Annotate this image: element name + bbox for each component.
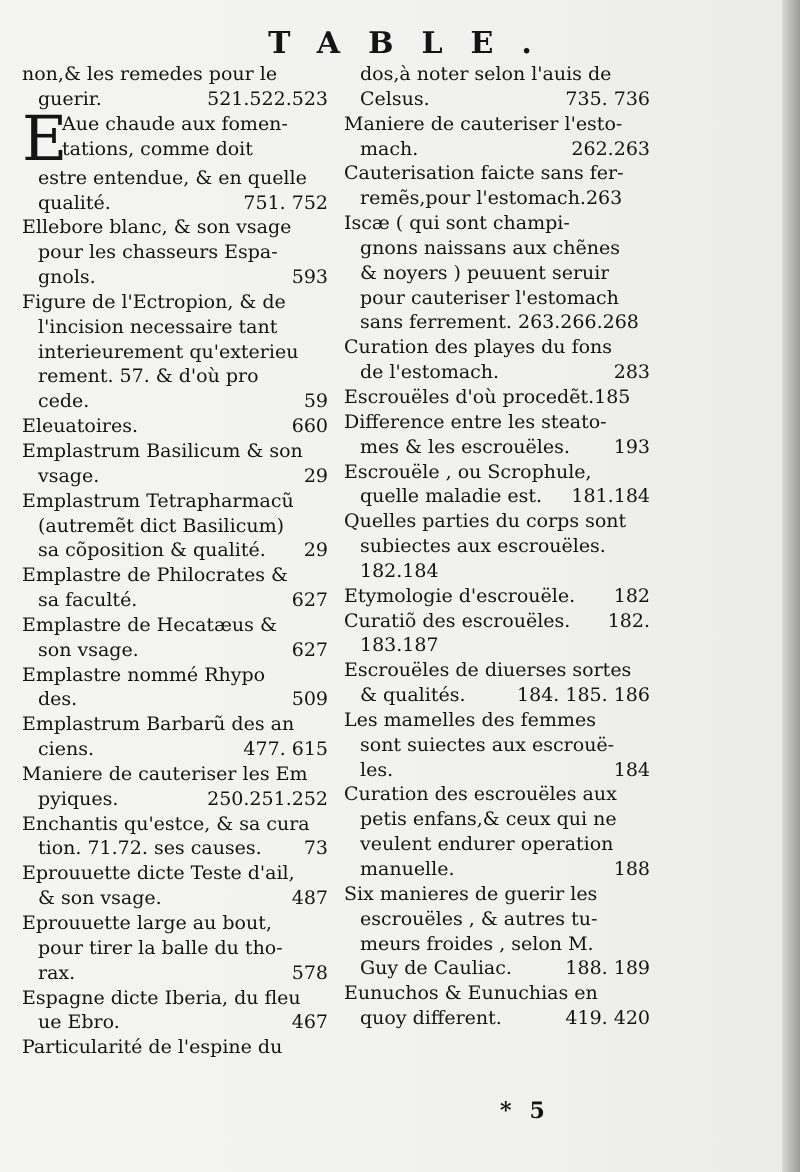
page-reference: 193 [613, 435, 650, 458]
index-entry-line [344, 236, 650, 261]
page-reference: 182. [607, 609, 650, 632]
entry-text: Emplastre de Philocrates & [22, 564, 288, 587]
entry-text: gnons naissans aux chẽnes [360, 236, 621, 259]
page-reference: 283 [613, 361, 650, 384]
entry-text: vsage. [38, 464, 100, 487]
index-entry-line [22, 886, 328, 911]
entry-text: pyiques. [38, 787, 119, 810]
index-entry-line [344, 633, 650, 658]
entry-text: estre entendue, & en quelle [38, 166, 307, 189]
page-reference: 184. 185. 186 [517, 684, 650, 707]
page-reference: 593 [291, 266, 328, 289]
index-entry-line [344, 360, 650, 385]
index-entry-line [344, 658, 650, 683]
index-entry-line [344, 186, 650, 211]
signature-mark: 5 [529, 1098, 545, 1124]
right-column [344, 62, 650, 1031]
page-reference: 188. 189 [565, 957, 650, 980]
index-entry-line [344, 410, 650, 435]
index-entry-line [22, 961, 328, 986]
entry-text: Emplastrum Barbarũ des an [22, 713, 295, 736]
entry-text: mach. [360, 137, 419, 160]
index-entry-line [344, 137, 650, 162]
page-footer [500, 1098, 580, 1124]
index-entry-line [344, 261, 650, 286]
index-entry-line [22, 265, 328, 290]
entry-text: tion. 71.72. ses causes. [38, 837, 262, 860]
entry-text: 182.184 [360, 559, 439, 582]
page-reference: 477. 615 [243, 738, 328, 761]
entry-text: Ellebore blanc, & son vsage [22, 216, 292, 239]
entry-text: Etymologie d'escrouële. [344, 584, 576, 607]
index-entry-line [344, 733, 650, 758]
index-entry-line [344, 435, 650, 460]
index-entry-line [22, 489, 328, 514]
index-entry-line [344, 807, 650, 832]
index-entry-line [344, 534, 650, 559]
entry-text: 183.187 [360, 634, 439, 657]
page-reference: 487 [291, 887, 328, 910]
index-entry-line [344, 335, 650, 360]
index-entry-line [344, 609, 650, 634]
entry-text: pour les chasseurs Espa- [38, 241, 278, 264]
entry-text: Guy de Cauliac. [360, 957, 512, 980]
left-column [22, 62, 328, 1060]
index-entry-line [62, 137, 328, 162]
entry-text: Celsus. [360, 87, 430, 110]
entry-text: son vsage. [38, 638, 139, 661]
entry-text: des. [38, 688, 78, 711]
index-entry-line [344, 509, 650, 534]
entry-text: & noyers ) peuuent seruir [360, 261, 610, 284]
index-entry-line [22, 737, 328, 762]
index-entry-line [344, 683, 650, 708]
page-reference: 29 [303, 539, 328, 562]
entry-text: remẽs,pour l'estomach.263 [360, 187, 623, 210]
entry-text: Espagne dicte Iberia, du fleu [22, 986, 301, 1009]
entry-text: Escrouëles d'où procedẽt.185 [344, 385, 631, 408]
right-entries [344, 62, 650, 1031]
left-entries [22, 166, 328, 1060]
index-entry-line [22, 364, 328, 389]
index-entry-line [22, 240, 328, 265]
entry-text: Maniere de cauteriser l'esto- [344, 112, 623, 135]
entry-text: sa faculté. [38, 589, 138, 612]
entry-text: de l'estomach. [360, 361, 500, 384]
entry-text: les. [360, 758, 394, 781]
index-entry-line [344, 112, 650, 137]
index-entry-line [22, 1035, 328, 1060]
index-entry-line [344, 907, 650, 932]
entry-text: Emplastre nommé Rhypo [22, 663, 266, 686]
entry-text: & son vsage. [38, 887, 162, 910]
index-entry-line [344, 460, 650, 485]
index-entry-line [344, 956, 650, 981]
index-entry-line [344, 1006, 650, 1031]
index-entry-line [344, 87, 650, 112]
index-entry-line [22, 315, 328, 340]
entry-text: Eprouuette dicte Teste d'ail, [22, 862, 295, 885]
page-reference: 467 [291, 1011, 328, 1034]
index-entry-line [344, 832, 650, 857]
page-reference: 509 [291, 688, 328, 711]
index-entry-line [344, 161, 650, 186]
index-entry-line [22, 290, 328, 315]
index-entry-line [22, 638, 328, 663]
entry-text: Escrouëles de diuerses sortes [344, 659, 632, 682]
entry-text: petis enfans,& ceux qui ne [360, 808, 617, 831]
entry-text: Enchantis qu'estce, & sa cura [22, 812, 310, 835]
index-entry-line [22, 663, 328, 688]
entry-text: Emplastrum Tetrapharmacũ [22, 489, 294, 512]
entry-text: Difference entre les steato- [344, 410, 607, 433]
page-reference: 29 [303, 464, 328, 487]
entry-text: escrouëles , & autres tu- [360, 907, 598, 930]
index-entry-line [22, 538, 328, 563]
index-entry-line [344, 211, 650, 236]
page-reference: 59 [303, 390, 328, 413]
entry-text: Maniere de cauteriser les Em [22, 762, 308, 785]
page-reference: 181.184 [571, 485, 650, 508]
index-entry-line [22, 563, 328, 588]
page-reference: 660 [291, 415, 328, 438]
entry-text: qualité. [38, 191, 111, 214]
entry-text: quelle maladie est. [360, 485, 543, 508]
entry-text: non,& les remedes pour le [22, 63, 278, 85]
entry-text: rement. 57. & d'où pro [38, 365, 259, 388]
entry-text: rax. [38, 961, 76, 984]
entry-text: dos,à noter selon l'auis de [360, 63, 612, 85]
left-top-entries [22, 62, 328, 112]
entry-text: interieurement qu'exterieu [38, 340, 299, 363]
page-reference: 735. 736 [565, 87, 650, 110]
page-reference: 578 [291, 961, 328, 984]
page-reference: 627 [291, 638, 328, 661]
index-entry-line [344, 385, 650, 410]
index-entry-line [22, 861, 328, 886]
page-reference: 188 [613, 858, 650, 880]
index-entry-line [22, 1010, 328, 1035]
entry-text: ue Ebro. [38, 1011, 120, 1034]
entry-text: Particularité de l'espine du [22, 1036, 283, 1059]
entry-text: quoy different. [360, 1007, 502, 1030]
index-entry-line [344, 708, 650, 733]
entry-text: manuelle. [360, 858, 455, 880]
index-entry-line [22, 514, 328, 539]
page-reference: 182 [613, 584, 650, 607]
page-reference: 419. 420 [565, 1007, 650, 1030]
index-entry-line [22, 166, 328, 191]
entry-text: Curatiõ des escrouëles. [344, 609, 571, 632]
entry-text: tations, comme doit [62, 137, 253, 160]
entry-text: Eprouuette large au bout, [22, 912, 272, 934]
dropcap-lines [22, 112, 328, 162]
index-entry-line [344, 932, 650, 957]
index-entry-line [22, 836, 328, 861]
entry-text: pour cauteriser l'estomach [360, 286, 619, 309]
page-reference: 521.522.523 [207, 87, 328, 110]
entry-text: sa cõposition & qualité. [38, 539, 266, 562]
page-reference: 184 [613, 758, 650, 781]
index-entry-line [22, 87, 328, 112]
entry-text: gnols. [38, 266, 96, 289]
page-gutter-shadow [782, 0, 800, 1172]
index-entry-line [22, 439, 328, 464]
entry-text: cede. [38, 390, 90, 413]
index-entry-line [22, 464, 328, 489]
page-header: TABLE. [268, 26, 560, 61]
index-entry-line [22, 414, 328, 439]
index-entry-line [22, 613, 328, 638]
entry-text: l'incision necessaire tant [38, 315, 278, 338]
entry-text: sans ferrement. 263.266.268 [360, 311, 639, 334]
page-reference: 751. 752 [243, 191, 328, 214]
entry-text: subiectes aux escrouëles. [360, 535, 606, 558]
entry-text: Six manieres de guerir les [344, 882, 598, 905]
index-entry-line [22, 712, 328, 737]
index-entry-line [22, 191, 328, 216]
footer-asterisk: * [500, 1098, 512, 1124]
entry-text: Figure de l'Ectropion, & de [22, 290, 286, 313]
index-entry-line [344, 559, 650, 584]
index-entry-line [22, 687, 328, 712]
entry-text: Curation des playes du fons [344, 336, 613, 359]
entry-text: Les mamelles des femmes [344, 708, 596, 731]
page-reference: 73 [303, 837, 328, 860]
page-reference: 262.263 [571, 137, 650, 160]
index-entry-line [344, 484, 650, 509]
index-entry-line [22, 762, 328, 787]
entry-text: Emplastrum Basilicum & son [22, 439, 303, 462]
index-entry-line [22, 787, 328, 812]
entry-text: Cauterisation faicte sans fer- [344, 162, 624, 185]
entry-text: Escrouële , ou Scrophule, [344, 460, 592, 483]
page-reference: 250.251.252 [207, 787, 328, 810]
entry-text: mes & les escrouëles. [360, 435, 570, 458]
index-entry-line [22, 215, 328, 240]
dropcap-entry [22, 112, 328, 166]
page-reference: 627 [291, 589, 328, 612]
entry-text: ciens. [38, 738, 94, 761]
index-entry-line [344, 286, 650, 311]
entry-text: Emplastre de Hecatæus & [22, 613, 277, 636]
entry-text: pour tirer la balle du tho- [38, 936, 283, 959]
entry-text: sont suiectes aux escrouë- [360, 733, 615, 756]
index-entry-line [22, 911, 328, 936]
entry-text: (autremẽt dict Basilicum) [38, 514, 285, 537]
index-entry-line [22, 986, 328, 1011]
drop-cap-letter: E [22, 111, 68, 166]
index-entry-line [22, 812, 328, 837]
index-entry-line [22, 389, 328, 414]
index-entry-line [344, 857, 650, 882]
index-entry-line [22, 936, 328, 961]
index-entry-line [22, 340, 328, 365]
index-entry-line [22, 588, 328, 613]
entry-text: & qualités. [360, 684, 466, 707]
index-entry-line [344, 584, 650, 609]
index-entry-line [344, 882, 650, 907]
entry-text: Curation des escrouëles aux [344, 783, 617, 806]
entry-text: Eunuchos & Eunuchias en [344, 982, 598, 1005]
entry-text: guerir. [38, 87, 102, 110]
index-entry-line [344, 62, 650, 87]
entry-text: Iscæ ( qui sont champi- [344, 212, 570, 235]
entry-text: Aue chaude aux fomen- [62, 112, 288, 135]
index-entry-line [344, 981, 650, 1006]
index-entry-line [344, 782, 650, 807]
index-entry-line [344, 758, 650, 783]
entry-text: Eleuatoires. [22, 415, 139, 438]
index-entry-line [62, 112, 328, 137]
entry-text: veulent endurer operation [360, 833, 614, 856]
entry-text: Quelles parties du corps sont [344, 510, 627, 533]
entry-text: meurs froides , selon M. [360, 932, 594, 955]
index-entry-line [22, 62, 328, 87]
index-entry-line [344, 310, 650, 335]
